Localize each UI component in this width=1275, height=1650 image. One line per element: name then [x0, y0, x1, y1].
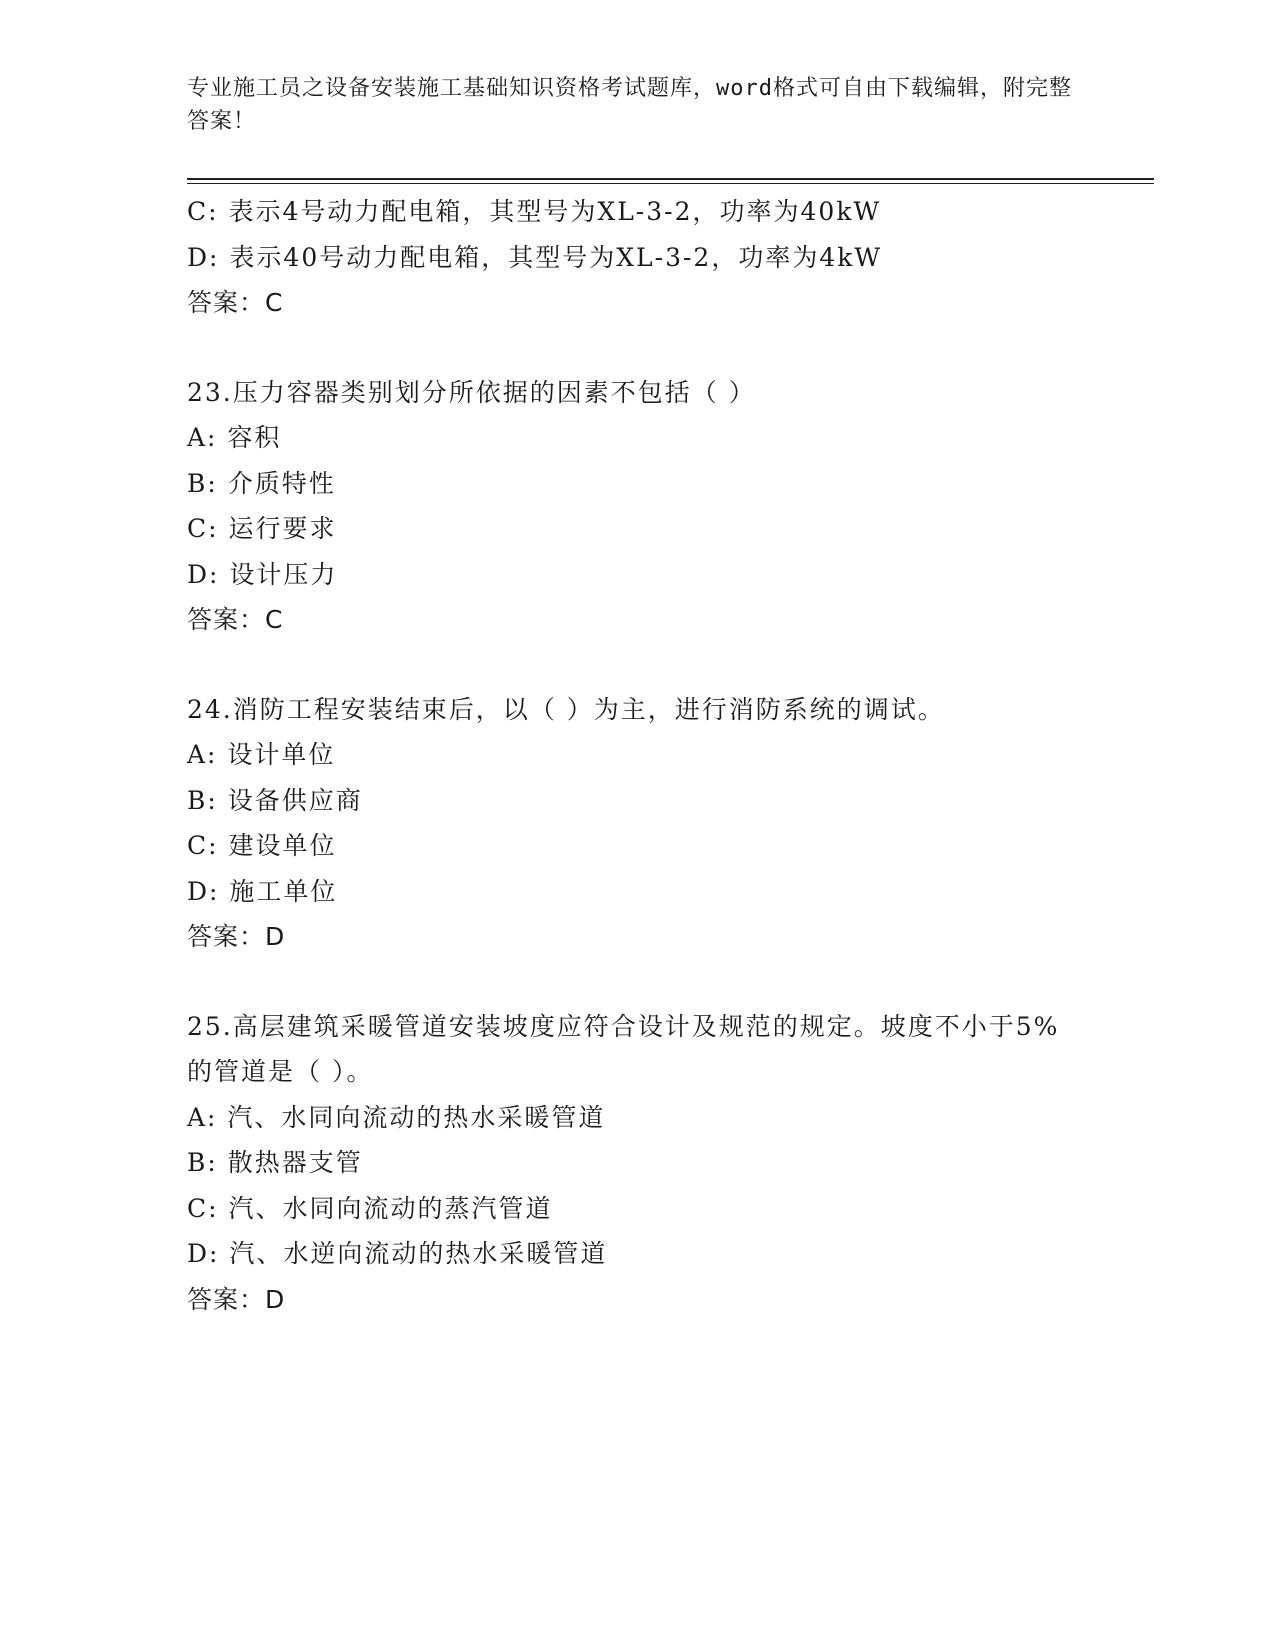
- question-text: 23.压力容器类别划分所依据的因素不包括（ ）: [187, 377, 756, 407]
- option-b: B: 散热器支管: [187, 1148, 363, 1177]
- option-a: A: 设计单位: [187, 740, 336, 769]
- option-a: A: 汽、水同向流动的热水采暖管道: [187, 1102, 606, 1132]
- option-c: C: 运行要求: [187, 514, 337, 543]
- answer-line: 答案：D: [187, 1284, 286, 1314]
- question-list: [187, 189, 1087, 1322]
- question-text: 25.高层建筑采暖管道安装坡度应符合设计及规范的规定。坡度不小于5%的管道是（ ）。: [187, 1011, 1060, 1086]
- question-text: 24.消防工程安装结束后，以（ ）为主，进行消防系统的调试。: [187, 694, 945, 724]
- answer-line: 答案：C: [187, 605, 284, 634]
- option-d: D: 汽、水逆向流动的热水采暖管道: [187, 1239, 608, 1268]
- option-a: A: 容积: [187, 423, 282, 452]
- document-header: 专业施工员之设备安装施工基础知识资格考试题库，word格式可自由下载编辑，附完整答案！: [187, 76, 1072, 134]
- option-d: D: 设计压力: [187, 559, 338, 589]
- option-d: D: 表示40号动力配电箱，其型号为XL-3-2，功率为4kW: [187, 242, 883, 272]
- option-c: C: 建设单位: [187, 831, 337, 860]
- option-b: B: 设备供应商: [187, 785, 363, 815]
- header-divider-bottom: [187, 183, 1154, 184]
- answer-line: 答案：C: [187, 288, 284, 317]
- header-divider-top: [187, 178, 1154, 180]
- answer-line: 答案：D: [187, 922, 286, 951]
- option-d: D: 施工单位: [187, 876, 338, 906]
- option-c: C: 表示4号动力配电箱，其型号为XL-3-2，功率为40kW: [187, 197, 882, 226]
- option-c: C: 汽、水同向流动的蒸汽管道: [187, 1193, 553, 1223]
- option-b: B: 介质特性: [187, 468, 336, 498]
